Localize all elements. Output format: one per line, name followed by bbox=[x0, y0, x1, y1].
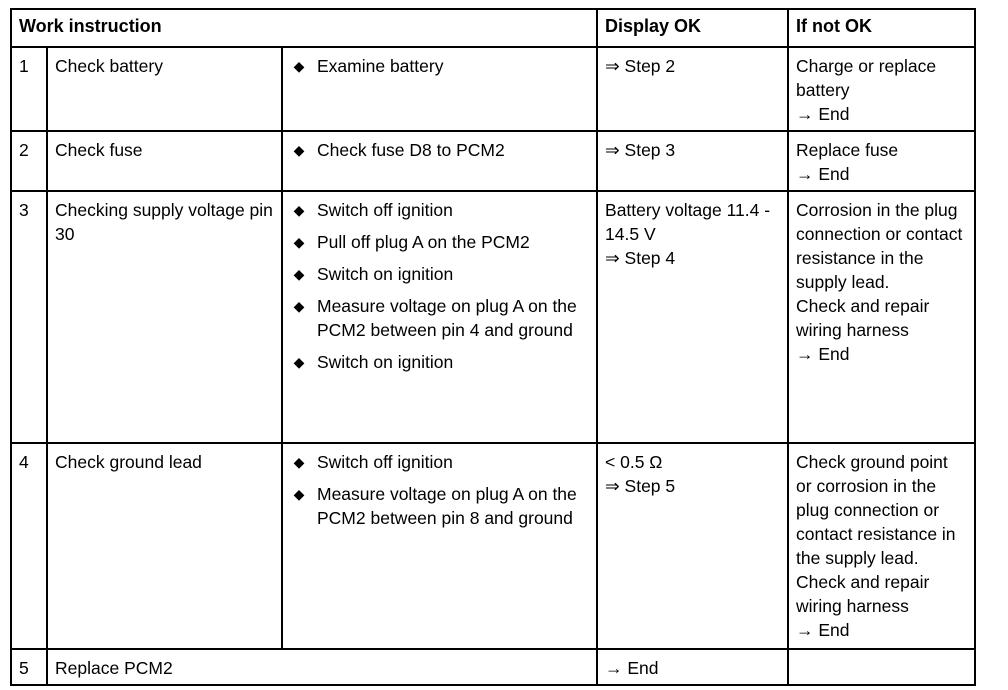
if-not-ok-text: → End bbox=[796, 344, 850, 364]
bullet-diamond-icon: ◆ bbox=[293, 298, 305, 314]
list-item bbox=[290, 230, 589, 254]
list-item bbox=[290, 262, 589, 286]
action-list bbox=[290, 198, 589, 374]
step-number: 2 bbox=[11, 131, 47, 191]
if-not-ok-text: → End bbox=[796, 620, 850, 640]
action-text: Check fuse D8 to PCM2 bbox=[317, 140, 505, 160]
actions-cell bbox=[282, 443, 597, 649]
if-not-ok-text: Corrosion in the plug connection or contact resistance in the supply lead. bbox=[796, 200, 963, 292]
check-title: Check fuse bbox=[47, 131, 282, 191]
display-ok-text: ⇒ Step 5 bbox=[605, 476, 676, 496]
if-not-ok-text: Replace fuse bbox=[796, 140, 899, 160]
if-not-ok-text: → End bbox=[796, 104, 850, 124]
action-text: Measure voltage on plug A on the PCM2 between pin 8 and ground bbox=[317, 484, 577, 528]
check-title: Check battery bbox=[47, 47, 282, 131]
display-ok-cell bbox=[597, 191, 788, 443]
if-not-ok-cell bbox=[788, 443, 975, 649]
table-row bbox=[11, 131, 975, 191]
check-title: Checking supply voltage pin 30 bbox=[47, 191, 282, 443]
bullet-diamond-icon: ◆ bbox=[293, 354, 305, 370]
action-list bbox=[290, 450, 589, 530]
if-not-ok-cell bbox=[788, 649, 975, 685]
display-ok-text: ⇒ Step 2 bbox=[605, 56, 676, 76]
list-item bbox=[290, 294, 589, 342]
action-text: Switch off ignition bbox=[317, 200, 453, 220]
action-text: Switch on ignition bbox=[317, 352, 454, 372]
action-text: Examine battery bbox=[317, 56, 444, 76]
if-not-ok-text: Check and repair wiring harness bbox=[796, 296, 930, 340]
if-not-ok-text: Charge or replace battery bbox=[796, 56, 937, 100]
actions-cell bbox=[282, 131, 597, 191]
header-work-instruction: Work instruction bbox=[11, 9, 597, 47]
list-item bbox=[290, 482, 589, 530]
table-row bbox=[11, 47, 975, 131]
bullet-diamond-icon: ◆ bbox=[293, 142, 305, 158]
if-not-ok-cell bbox=[788, 191, 975, 443]
list-item bbox=[290, 138, 589, 162]
if-not-ok-text: → End bbox=[796, 164, 850, 184]
if-not-ok-cell bbox=[788, 47, 975, 131]
bullet-diamond-icon: ◆ bbox=[293, 58, 305, 74]
header-display-ok: Display OK bbox=[597, 9, 788, 47]
step-number: 3 bbox=[11, 191, 47, 443]
action-list bbox=[290, 138, 589, 162]
check-title: Replace PCM2 bbox=[47, 649, 597, 685]
table-header-row bbox=[11, 9, 975, 47]
bullet-diamond-icon: ◆ bbox=[293, 454, 305, 470]
step-number: 1 bbox=[11, 47, 47, 131]
bullet-diamond-icon: ◆ bbox=[293, 486, 305, 502]
action-text: Switch off ignition bbox=[317, 452, 453, 472]
display-ok-cell bbox=[597, 47, 788, 131]
list-item bbox=[290, 198, 589, 222]
work-instruction-document bbox=[10, 8, 974, 686]
list-item bbox=[290, 450, 589, 474]
action-text: Measure voltage on plug A on the PCM2 between pin 4 and ground bbox=[317, 296, 577, 340]
step-number: 5 bbox=[11, 649, 47, 685]
bullet-diamond-icon: ◆ bbox=[293, 234, 305, 250]
display-ok-text: ⇒ Step 4 bbox=[605, 248, 676, 268]
display-ok-text: → End bbox=[605, 658, 659, 678]
if-not-ok-cell bbox=[788, 131, 975, 191]
list-item bbox=[290, 350, 589, 374]
list-item bbox=[290, 54, 589, 78]
actions-cell bbox=[282, 47, 597, 131]
display-ok-text: ⇒ Step 3 bbox=[605, 140, 676, 160]
if-not-ok-text: Check ground point or corrosion in the plug connection or contact resistance in the supply lead. bbox=[796, 452, 956, 568]
bullet-diamond-icon: ◆ bbox=[293, 202, 305, 218]
actions-cell bbox=[282, 191, 597, 443]
table-row bbox=[11, 443, 975, 649]
table-row bbox=[11, 191, 975, 443]
bullet-diamond-icon: ◆ bbox=[293, 266, 305, 282]
check-title: Check ground lead bbox=[47, 443, 282, 649]
display-ok-cell bbox=[597, 131, 788, 191]
header-if-not-ok: If not OK bbox=[788, 9, 975, 47]
work-instruction-table bbox=[10, 8, 976, 686]
display-ok-cell bbox=[597, 649, 788, 685]
action-text: Switch on ignition bbox=[317, 264, 454, 284]
display-ok-text: Battery voltage 11.4 - 14.5 V bbox=[605, 200, 771, 244]
action-list bbox=[290, 54, 589, 78]
display-ok-text: < 0.5 Ω bbox=[605, 452, 663, 472]
if-not-ok-text: Check and repair wiring harness bbox=[796, 572, 930, 616]
action-text: Pull off plug A on the PCM2 bbox=[317, 232, 530, 252]
display-ok-cell bbox=[597, 443, 788, 649]
step-number: 4 bbox=[11, 443, 47, 649]
table-row bbox=[11, 649, 975, 685]
